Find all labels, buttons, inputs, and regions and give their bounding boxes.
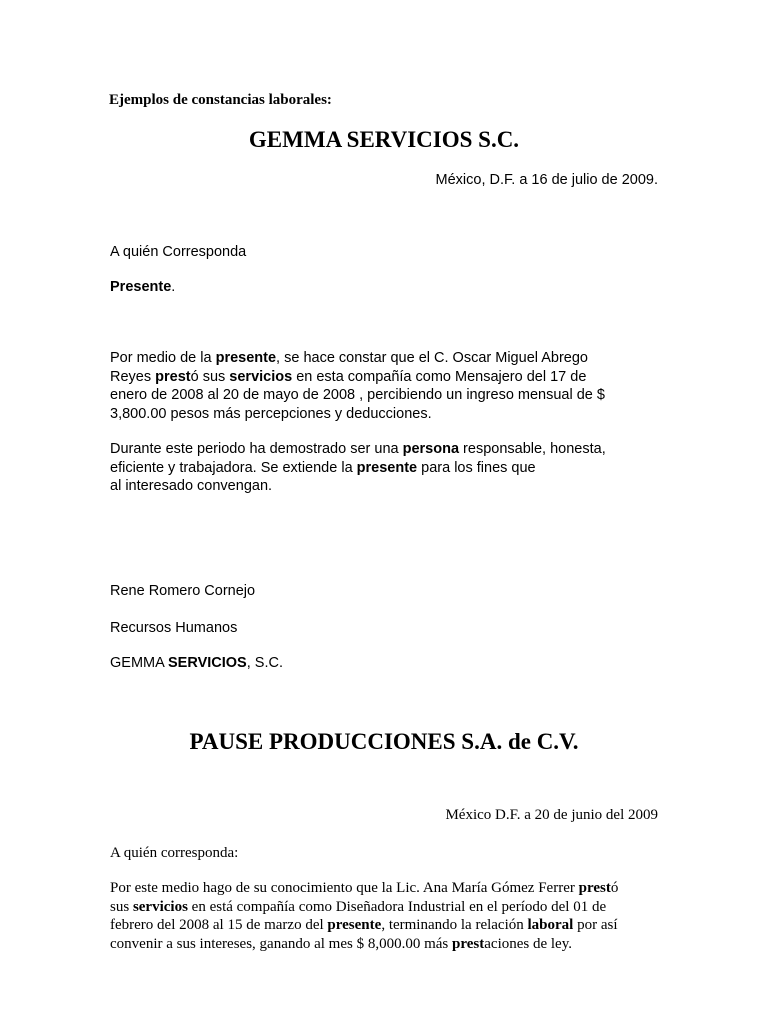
letter1-date: México, D.F. a 16 de julio de 2009. bbox=[435, 172, 658, 188]
signer-name: Rene Romero Cornejo bbox=[110, 583, 256, 599]
letter2-paragraph bbox=[110, 879, 662, 953]
bold-run: laboral bbox=[527, 917, 574, 933]
signer-company bbox=[110, 655, 283, 671]
text-run: febrero del 2008 al 15 de marzo del bbox=[110, 917, 328, 933]
paragraph-line bbox=[110, 898, 662, 917]
paragraph-line: 3,800.00 pesos más percepciones y deducciones. bbox=[110, 405, 432, 422]
paragraph-line: al interesado convengan. bbox=[110, 478, 273, 494]
text-run: en está compañía como Diseñadora Industrial en el período del 01 de bbox=[187, 898, 607, 915]
text-run: , terminando la relación bbox=[381, 917, 528, 933]
letter2-salutation: A quién corresponda: bbox=[110, 845, 239, 861]
presente-bold: Presente bbox=[110, 279, 172, 295]
paragraph-line bbox=[110, 935, 662, 954]
bold-run: prest bbox=[155, 368, 191, 385]
paragraph-line bbox=[110, 440, 650, 459]
company-title-gemma: GEMMA SERVICIOS S.C. bbox=[248, 127, 520, 152]
letter1-salutation: A quién Corresponda bbox=[110, 244, 247, 260]
text-run: ó sus bbox=[190, 368, 230, 385]
paragraph-line: enero de 2008 al 20 de mayo de 2008 , percibiendo un ingreso mensual de $ bbox=[110, 387, 605, 403]
bold-run: SERVICIOS bbox=[168, 655, 247, 671]
text-run: eficiente y trabajadora. Se extiende la bbox=[110, 459, 357, 476]
paragraph-line bbox=[110, 349, 650, 368]
text-run: convenir a sus intereses, ganando al mes $ 8,000.00 más bbox=[110, 935, 453, 952]
bold-run: presente bbox=[215, 350, 277, 366]
text-run: en esta compañía como Mensajero del 17 de bbox=[292, 368, 587, 385]
letter1-presente bbox=[110, 279, 175, 295]
text-run: Por medio de la bbox=[110, 350, 216, 366]
company-title-pause: PAUSE PRODUCCIONES S.A. de C.V. bbox=[189, 729, 579, 754]
letter1-paragraph-2 bbox=[110, 440, 650, 496]
text-run: responsable, honesta, bbox=[459, 441, 606, 457]
letter2-date: México D.F. a 20 de junio del 2009 bbox=[445, 807, 658, 823]
text-run: , S.C. bbox=[246, 655, 283, 671]
paragraph-line bbox=[110, 459, 650, 478]
text-run: GEMMA bbox=[110, 655, 169, 671]
presente-punct: . bbox=[171, 279, 176, 295]
text-run: , se hace constar que el C. Oscar Miguel Abrego bbox=[276, 350, 588, 366]
text-run: sus bbox=[110, 898, 133, 915]
document-heading: Ejemplos de constancias laborales: bbox=[109, 92, 332, 108]
bold-run: servicios bbox=[229, 368, 293, 385]
bold-run: presente bbox=[356, 459, 418, 476]
text-run: por así bbox=[573, 917, 618, 933]
bold-run: prest bbox=[578, 880, 611, 896]
text-run: aciones de ley. bbox=[484, 935, 572, 952]
paragraph-line bbox=[110, 879, 662, 898]
bold-run: prest bbox=[452, 935, 485, 952]
bold-run: servicios bbox=[132, 898, 188, 915]
text-run: Reyes bbox=[110, 368, 156, 385]
paragraph-line bbox=[110, 916, 662, 935]
signer-department: Recursos Humanos bbox=[110, 620, 238, 636]
bold-run: persona bbox=[402, 441, 460, 457]
text-run: Por este medio hago de su conocimiento que la Lic. Ana María Gómez Ferrer bbox=[110, 880, 579, 896]
bold-run: presente bbox=[327, 917, 382, 933]
text-run: ó bbox=[610, 880, 619, 896]
letter1-paragraph-1 bbox=[110, 349, 650, 423]
paragraph-line bbox=[110, 368, 650, 387]
text-run: para los fines que bbox=[417, 459, 536, 476]
text-run: Durante este periodo ha demostrado ser una bbox=[110, 441, 403, 457]
